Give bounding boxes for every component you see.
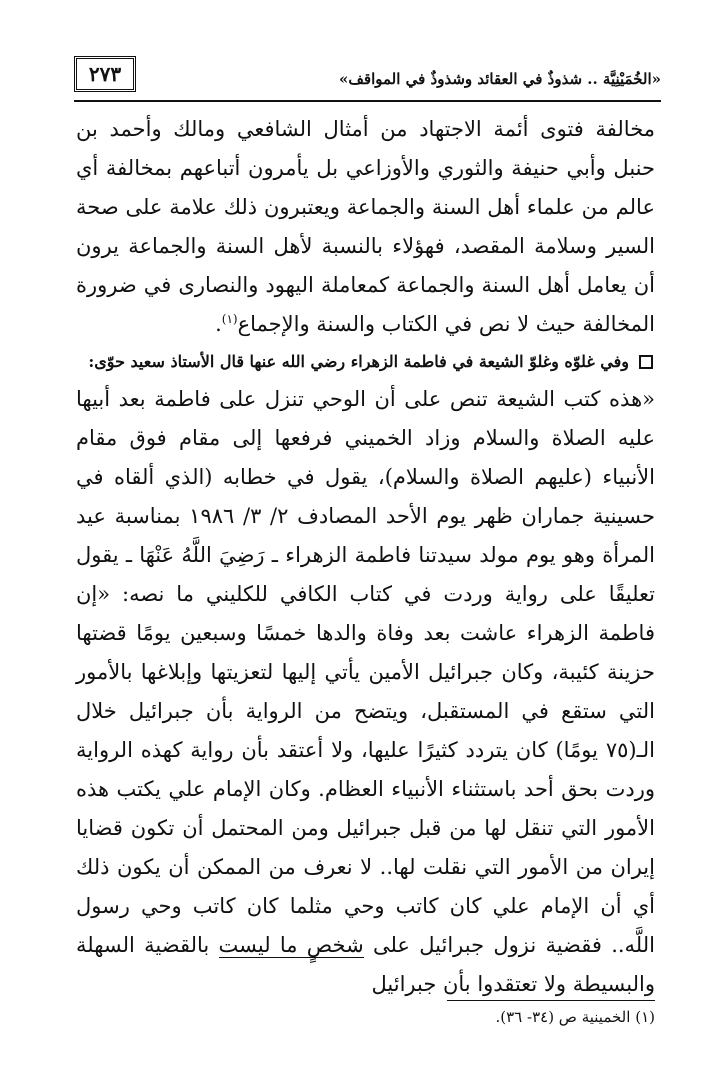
underlined-phrase: شخصٍ ما ليست — [218, 933, 364, 957]
footnote — [76, 1006, 655, 1028]
paragraph-1-text: مخالفة فتوى أئمة الاجتهاد من أمثال الشافعي ومالك وأحمد بن حنبل وأبي حنيفة والثوري والأوزاعي بل يأمرون أتباعهم بمخالفة أي عالم من علماء أهل السنة والجماعة ويعتبرون ذلك علامة على صحة السير وسلامة المقصد، فهؤلاء بالنسبة لأهل السنة والجماعة يرون أن يعامل أهل السنة والجماعة كمعاملة اليهود والنصارى في ضرورة المخالفة حيث لا نص في الكتاب والسنة والإجماع — [76, 117, 655, 336]
note-heading — [76, 344, 655, 380]
page-number: ٢٧٣ — [74, 56, 136, 92]
paragraph-2 — [76, 380, 655, 1004]
paragraph-2-text: «هذه كتب الشيعة تنص على أن الوحي تنزل على فاطمة بعد أبيها عليه الصلاة والسلام وزاد الخميني فرفعها إلى مقام فوق مقام الأنبياء (عليهم الصلاة والسلام)، يقول في خطابه (الذي ألقاه في حسينية جماران ظهر يوم الأحد المصادف ٢/ ٣/ ١٩٨٦ بمناسبة عيد المرأة وهو يوم مولد سيدتنا فاطمة الزهراء ـ رَضِيَ اللَّهُ عَنْهَا ـ يقول تعليقًا على رواية وردت في كتاب الكافي للكليني ما نصه: «إن فاطمة الزهراء عاشت بعد وفاة والدها خمسًا وسبعين يومًا قضتها حزينة كئيبة، وكان جبرائيل الأمين يأتي إليها لتعزيتها وإبلاغها بالأمور التي ستقع في المستقبل، ويتضح من الرواية بأن جبرائيل خلال الـ(٧٥ يومًا) كان يتردد كثيرًا عليها، ولا أعتقد بأن رواية كهذه الرواية وردت بحق أحد باستثناء الأنبياء العظام. وكان الإمام علي يكتب هذه الأمور التي تنقل لها من قبل جبرائيل ومن المحتمل أن تكون قضايا إيران من الأمور التي نقلت لها.. لا نعرف من الممكن أن يكون ذلك أي أن الإمام علي كان كاتب وحي مثلما كان كاتب وحي رسول اللَّه.. فقضية نزول جبرائيل على — [76, 387, 655, 957]
body-text — [76, 110, 655, 1004]
paragraph-2-tail: بالقضية السهلة والبسيطة ولا تعتقدوا بأن جبرائيل — [76, 933, 655, 996]
checkbox-square-icon — [639, 355, 653, 369]
paragraph-1 — [76, 110, 655, 344]
footnote-number: (١) — [635, 1008, 655, 1026]
running-header — [74, 56, 661, 102]
header-title: «الخُمَيْنِيَّة .. شذوذٌ في العقائد وشذوذٌ في المواقف» — [339, 70, 661, 88]
footnote-ref: (١) — [221, 312, 238, 326]
note-heading-text: وفي غلوّه وغلوّ الشيعة في فاطمة الزهراء رضي الله عنها قال الأستاذ سعيد حوّى: — [88, 352, 629, 371]
footnote-divider — [447, 1000, 655, 1001]
footnote-text: الخمينية ص (٣٤- ٣٦). — [495, 1008, 631, 1026]
paragraph-1-end: . — [215, 312, 222, 336]
